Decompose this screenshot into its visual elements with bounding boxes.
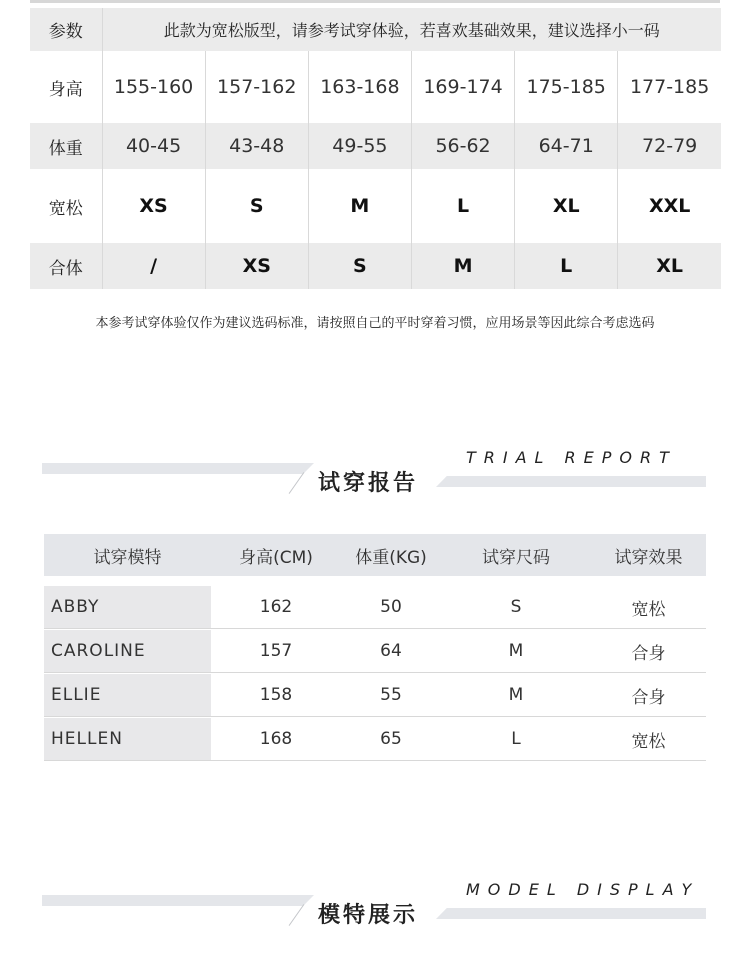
model-effect: 合身 — [631, 643, 666, 664]
model-name: ABBY — [44, 586, 211, 628]
loose-size-cell: XS — [102, 169, 205, 243]
model-display-title-en: MODEL DISPLAY — [466, 880, 700, 899]
fit-label: 合体 — [30, 243, 102, 289]
top-divider — [30, 0, 720, 3]
loose-label: 宽松 — [30, 169, 102, 243]
weight-label: 体重 — [30, 123, 102, 169]
height-cell: 157-162 — [205, 51, 308, 123]
header-effect: 试穿效果 — [614, 547, 683, 568]
size-footnote: 本参考试穿体验仅作为建议选码标准，请按照自己的平时穿着习惯，应用场景等因此综合考虑选码 — [95, 316, 655, 331]
model-size: S — [510, 597, 522, 617]
size-chart-param-row — [30, 8, 721, 51]
loose-size-cell: M — [308, 169, 411, 243]
model-effect: 宽松 — [631, 731, 666, 752]
heading-slash — [289, 472, 305, 494]
heading-bar-left — [42, 895, 314, 906]
model-height: 168 — [259, 729, 293, 749]
param-label: 参数 — [30, 8, 102, 51]
param-note: 此款为宽松版型，请参考试穿体验，若喜欢基础效果，建议选择小一码 — [102, 8, 721, 51]
trial-report-table — [44, 534, 706, 762]
trial-report-title-en: TRIAL REPORT — [466, 448, 677, 467]
model-size: M — [508, 641, 524, 661]
weight-cell: 49-55 — [308, 123, 411, 169]
weight-cell: 40-45 — [102, 123, 205, 169]
trial-report-title-cn: 试穿报告 — [318, 471, 419, 496]
height-cell: 155-160 — [102, 51, 205, 123]
header-height: 身高(CM) — [239, 547, 313, 568]
model-effect: 宽松 — [631, 599, 666, 620]
model-height: 158 — [259, 685, 293, 705]
height-cell: 175-185 — [515, 51, 618, 123]
loose-size-cell: S — [205, 169, 308, 243]
loose-size-cell: XXL — [648, 195, 691, 217]
model-height: 162 — [259, 597, 293, 617]
table-row — [44, 718, 706, 761]
heading-bar-left — [42, 463, 314, 474]
trial-table-header — [44, 534, 706, 576]
loose-size-cell: XL — [515, 169, 618, 243]
heading-bar-right — [436, 476, 706, 487]
size-chart-height-row — [30, 51, 721, 123]
model-effect: 合身 — [631, 687, 666, 708]
weight-cell: 56-62 — [411, 123, 514, 169]
fit-size-cell: XL — [618, 243, 721, 289]
weight-cell: 72-79 — [618, 123, 721, 169]
size-chart-loose-row — [30, 169, 721, 243]
model-size: L — [511, 729, 521, 749]
table-row — [44, 630, 706, 673]
weight-cell: 43-48 — [205, 123, 308, 169]
model-weight: 65 — [380, 729, 402, 749]
header-weight: 体重(KG) — [355, 547, 427, 568]
header-model: 试穿模特 — [93, 547, 162, 568]
size-chart-table — [30, 8, 721, 289]
heading-bar-right — [436, 908, 706, 919]
model-weight: 55 — [380, 685, 402, 705]
trial-report-heading — [0, 448, 750, 508]
model-display-heading — [0, 880, 750, 940]
fit-size-cell: L — [515, 243, 618, 289]
height-label: 身高 — [30, 51, 102, 123]
table-row — [44, 586, 706, 629]
model-weight: 50 — [380, 597, 402, 617]
model-height: 157 — [259, 641, 293, 661]
height-cell: 163-168 — [308, 51, 411, 123]
header-size: 试穿尺码 — [482, 547, 550, 568]
model-name: HELLEN — [44, 718, 211, 760]
fit-size-cell: S — [308, 243, 411, 289]
fit-size-cell: M — [411, 243, 514, 289]
model-weight: 64 — [380, 641, 402, 661]
model-display-title-cn: 模特展示 — [318, 903, 419, 928]
heading-slash — [289, 904, 305, 926]
fit-size-cell: XS — [205, 243, 308, 289]
model-size: M — [508, 685, 524, 705]
fit-size-cell: / — [102, 243, 205, 289]
size-chart-weight-row — [30, 123, 721, 169]
model-name: ELLIE — [44, 674, 211, 716]
weight-cell: 64-71 — [515, 123, 618, 169]
table-row — [44, 674, 706, 717]
height-cell: 169-174 — [411, 51, 514, 123]
size-chart-fit-row — [30, 243, 721, 289]
model-name: CAROLINE — [44, 630, 211, 672]
loose-size-cell: L — [411, 169, 514, 243]
height-cell: 177-185 — [629, 76, 710, 98]
